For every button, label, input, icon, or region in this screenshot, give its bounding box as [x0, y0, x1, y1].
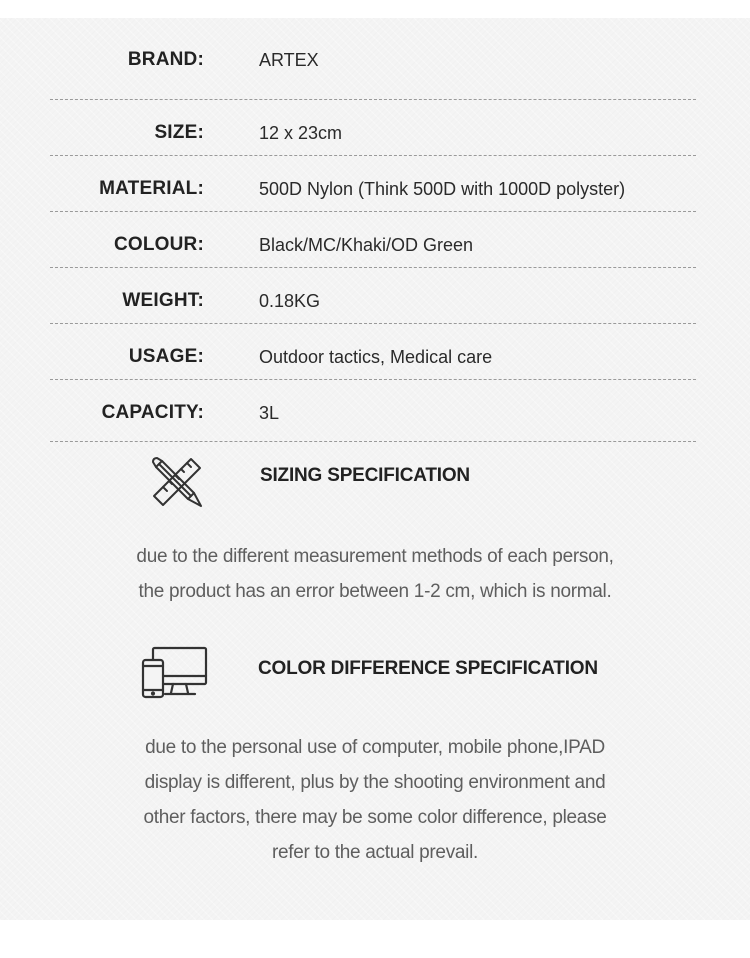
ruler-pencil-icon: [150, 455, 204, 509]
color-title: COLOR DIFFERENCE SPECIFICATION: [258, 658, 598, 679]
color-line: display is different, plus by the shooting environment and: [144, 772, 606, 793]
sizing-line: the product has an error between 1-2 cm, which is normal.: [138, 581, 612, 602]
spec-label: USAGE:: [128, 346, 204, 367]
spec-label: SIZE:: [154, 122, 204, 143]
spec-row-size: [50, 100, 696, 156]
spec-row-usage: [50, 324, 696, 380]
sizing-title: SIZING SPECIFICATION: [260, 465, 470, 486]
spec-row-colour: [50, 212, 696, 268]
spec-table: [50, 43, 696, 442]
color-line: other factors, there may be some color difference, please: [143, 807, 607, 828]
spec-value: 3L: [259, 403, 280, 423]
spec-label: COLOUR:: [113, 234, 204, 255]
spec-row-capacity: [50, 380, 696, 442]
spec-panel: [0, 18, 750, 920]
spec-value: 500D Nylon (Think 500D with 1000D polyster): [259, 179, 626, 199]
spec-label: BRAND:: [127, 49, 204, 70]
spec-value: Outdoor tactics, Medical care: [259, 347, 493, 367]
sizing-text: [0, 539, 750, 609]
spec-value: ARTEX: [259, 50, 319, 70]
spec-label: WEIGHT:: [122, 290, 204, 311]
spec-value: 0.18KG: [259, 291, 321, 311]
spec-label: CAPACITY:: [101, 402, 204, 423]
devices-icon: [141, 646, 209, 700]
spec-row-material: [50, 156, 696, 212]
spec-row-brand: [50, 43, 696, 100]
sizing-line: due to the different measurement methods of each person,: [136, 546, 614, 567]
color-text: [0, 730, 750, 870]
spec-value: 12 x 23cm: [259, 123, 343, 143]
spec-row-weight: [50, 268, 696, 324]
spec-label: MATERIAL:: [99, 178, 204, 199]
color-line: refer to the actual prevail.: [272, 842, 478, 863]
color-line: due to the personal use of computer, mobile phone,IPAD: [145, 737, 605, 758]
spec-value: Black/MC/Khaki/OD Green: [259, 235, 474, 255]
